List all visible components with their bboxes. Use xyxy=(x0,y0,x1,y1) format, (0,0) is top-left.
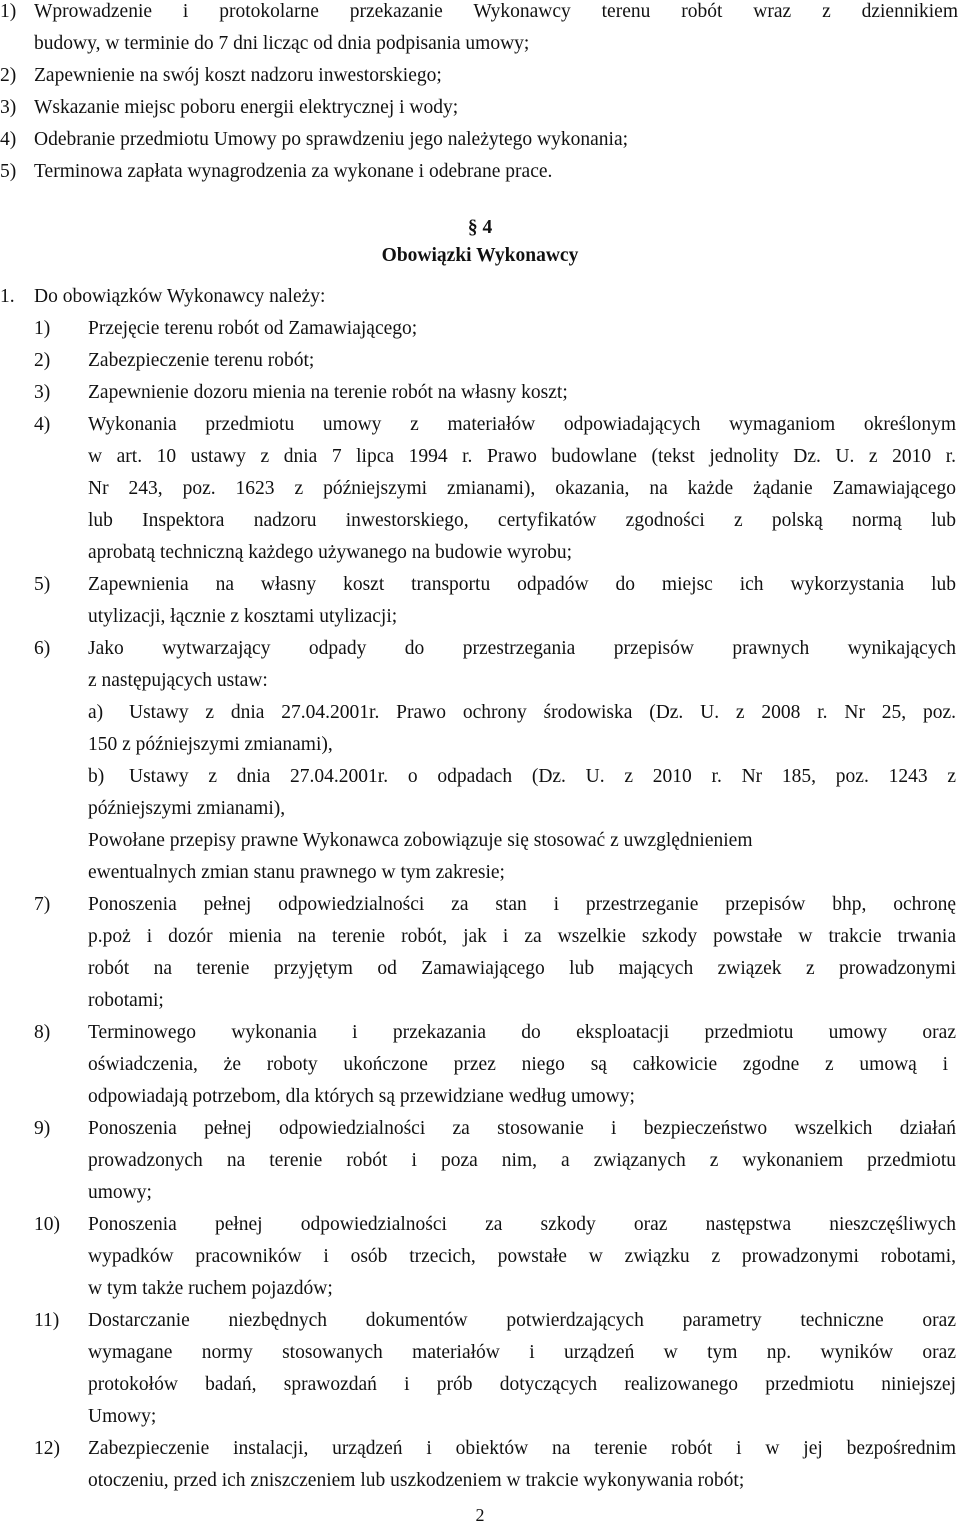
list-item-line: Zabezpieczenie instalacji, urządzeń i obiektów na terenie robót i w jej bezpośrednim xyxy=(88,1438,956,1459)
paragraph-line: ewentualnych zmian stanu prawnego w tym zakresie; xyxy=(88,862,505,883)
list-item-line: p.poż i dozór mienia na terenie robót, jak i za wszelkie szkody powstałe w trakcie trwania xyxy=(88,926,956,947)
list-item-line: Wykonania przedmiotu umowy z materiałów odpowiadających wymaganiom określonym xyxy=(88,414,956,435)
paragraph-line: Powołane przepisy prawne Wykonawca zobowiązuje się stosować z uwzględnieniem xyxy=(88,830,753,851)
list-item-line: Ponoszenia pełnej odpowiedzialności za szkody oraz następstwa nieszczęśliwych xyxy=(88,1214,956,1235)
list-item-line: Ponoszenia pełnej odpowiedzialności za stosowanie i bezpieczeństwo wszelkich działań xyxy=(88,1118,956,1139)
list-item-line: z następujących ustaw: xyxy=(88,670,268,691)
list-item-line: Terminowa zapłata wynagrodzenia za wykonane i odebrane prace. xyxy=(34,161,553,182)
list-item-line: wymagane normy stosowanych materiałów i urządzeń w tym np. wyników oraz xyxy=(88,1342,956,1363)
list-item-line: otoczeniu, przed ich zniszczeniem lub uszkodzeniem w trakcie wykonywania robót; xyxy=(88,1470,745,1491)
list-number: 1) xyxy=(34,318,51,339)
list-number: b) xyxy=(88,766,105,787)
list-item-line: oświadczenia, że roboty ukończone przez niego są całkowicie zgodne z umową i xyxy=(88,1054,948,1075)
list-number: 6) xyxy=(34,638,51,659)
list-number: 1) xyxy=(0,1,17,22)
list-number: 3) xyxy=(34,382,51,403)
clause-text: Do obowiązków Wykonawcy należy: xyxy=(34,286,326,307)
section-symbol: § 4 xyxy=(467,217,493,238)
list-item-line: Zabezpieczenie terenu robót; xyxy=(88,350,315,371)
list-item-line: utylizacji, łącznie z kosztami utylizacji; xyxy=(88,606,398,627)
list-item-line: umowy; xyxy=(88,1182,152,1203)
list-item-line: Ponoszenia pełnej odpowiedzialności za stan i przestrzeganie przepisów bhp, ochronę xyxy=(88,894,956,915)
list-number: 11) xyxy=(34,1310,60,1331)
list-item-line: Wskazanie miejsc poboru energii elektrycznej i wody; xyxy=(34,97,459,118)
list-item-line: Wprowadzenie i protokolarne przekazanie Wykonawcy terenu robót wraz z dziennikiem xyxy=(34,1,958,22)
list-item-line: Zapewnienie dozoru mienia na terenie robót na własny koszt; xyxy=(88,382,568,403)
list-item-line: robotami; xyxy=(88,990,164,1011)
page-number: 2 xyxy=(475,1505,485,1525)
list-item-line: Dostarczanie niezbędnych dokumentów potwierdzających parametry techniczne oraz xyxy=(88,1310,956,1331)
list-item-line: Odebranie przedmiotu Umowy po sprawdzeniu jego należytego wykonania; xyxy=(34,129,629,150)
list-number: 2) xyxy=(34,350,51,371)
list-item-line: Ustawy z dnia 27.04.2001r. o odpadach (Dz. U. z 2010 r. Nr 185, poz. 1243 z xyxy=(129,766,956,787)
list-item-line: budowy, w terminie do 7 dni licząc od dnia podpisania umowy; xyxy=(34,33,530,54)
list-item-line: robót na terenie przyjętym od Zamawiającego lub mających związek z prowadzonymi xyxy=(88,958,956,979)
list-item-line: wypadków pracowników i osób trzecich, powstałe w związku z prowadzonymi robotami, xyxy=(88,1246,956,1267)
list-item-line: lub Inspektora nadzoru inwestorskiego, certyfikatów zgodności z polską normą lub xyxy=(88,510,956,531)
list-item-line: 150 z późniejszymi zmianami), xyxy=(88,734,333,755)
list-item-line: Jako wytwarzający odpady do przestrzegania przepisów prawnych wynikających xyxy=(88,638,956,659)
list-item-line: Zapewnienia na własny koszt transportu odpadów do miejsc ich wykorzystania lub xyxy=(88,574,956,595)
list-item-line: Umowy; xyxy=(88,1406,157,1427)
list-item-line: odpowiadają potrzebom, dla których są przewidziane według umowy; xyxy=(88,1086,635,1107)
clause-number: 1. xyxy=(0,286,15,307)
list-number: 4) xyxy=(34,414,51,435)
list-item-line: późniejszymi zmianami), xyxy=(88,798,286,819)
list-number: 7) xyxy=(34,894,51,915)
list-number: 10) xyxy=(34,1214,60,1235)
list-number: 2) xyxy=(0,65,17,86)
list-number: 9) xyxy=(34,1118,51,1139)
list-number: 3) xyxy=(0,97,17,118)
list-item-line: Nr 243, poz. 1623 z późniejszymi zmianami), okazania, na każde żądanie Zamawiającego xyxy=(88,478,956,499)
list-item-line: Terminowego wykonania i przekazania do eksploatacji przedmiotu umowy oraz xyxy=(88,1022,956,1043)
list-number: 4) xyxy=(0,129,17,150)
list-number: 5) xyxy=(0,161,17,182)
list-number: a) xyxy=(88,702,104,723)
list-number: 8) xyxy=(34,1022,51,1043)
list-item-line: protokołów badań, sprawozdań i prób dotyczących realizowanego przedmiotu niniejszej xyxy=(88,1374,956,1395)
list-number: 12) xyxy=(34,1438,60,1459)
list-item-line: aprobatą techniczną każdego używanego na budowie wyrobu; xyxy=(88,542,573,563)
list-item-line: Przejęcie terenu robót od Zamawiającego; xyxy=(88,318,418,339)
list-item-line: prowadzonych na terenie robót i poza nim, a związanych z wykonaniem przedmiotu xyxy=(88,1150,956,1171)
list-item-line: Ustawy z dnia 27.04.2001r. Prawo ochrony środowiska (Dz. U. z 2008 r. Nr 25, poz. xyxy=(129,702,956,723)
list-item-line: w tym także ruchem pojazdów; xyxy=(88,1278,333,1299)
list-item-line: Zapewnienie na swój koszt nadzoru inwestorskiego; xyxy=(34,65,442,86)
list-item-line: w art. 10 ustawy z dnia 7 lipca 1994 r. Prawo budowlane (tekst jednolity Dz. U. z 2010 r. xyxy=(88,446,956,467)
list-number: 5) xyxy=(34,574,51,595)
section-title: Obowiązki Wykonawcy xyxy=(381,245,579,266)
